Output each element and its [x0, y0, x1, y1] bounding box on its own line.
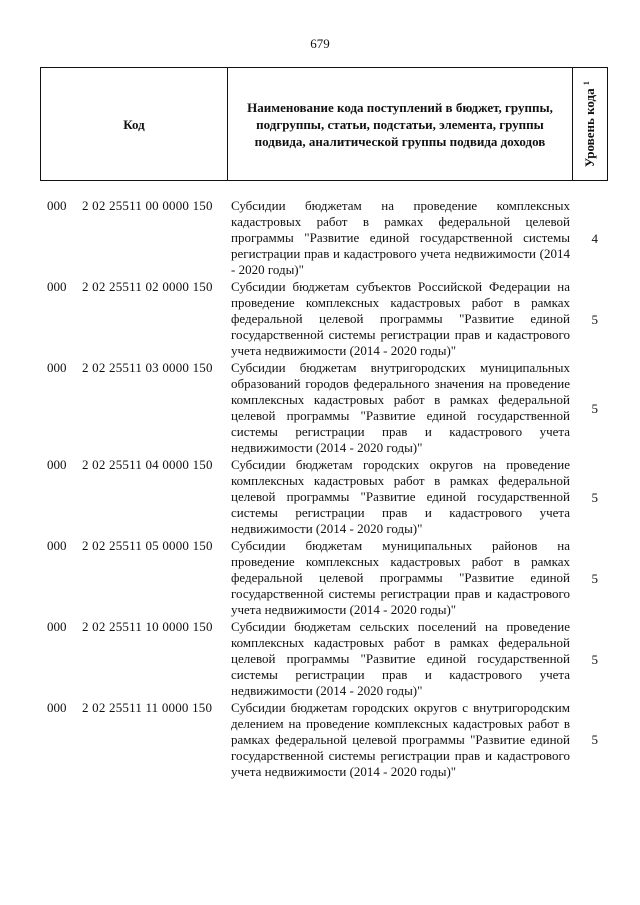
admin-code: 000: [47, 360, 67, 375]
income-description: Субсидии бюджетам субъектов Российской Федерации на проведение комплексных кадастровых работ в рамках федеральной целевой программы "Развитие единой государственной системы регистрации прав и кадастрового учета недвижимости (2014 - 2020 годы)": [231, 279, 570, 358]
header-code-label: Код: [123, 116, 145, 132]
code-level: 5: [591, 570, 598, 586]
code-level: 5: [591, 651, 598, 667]
income-code: 2 02 25511 03 0000 150: [82, 360, 213, 375]
table-header: [40, 67, 608, 181]
income-code: 2 02 25511 02 0000 150: [82, 279, 213, 294]
header-name-cell: [228, 68, 573, 180]
income-code: 2 02 25511 10 0000 150: [82, 619, 213, 634]
table-row: [40, 538, 610, 619]
code-level: 5: [591, 732, 598, 747]
table-body: [40, 198, 610, 780]
income-description: Субсидии бюджетам внутригородских муниципальных образований городов федерального значения на проведение комплексных кадастровых работ в рамках федеральной целевой программы "Развитие единой государственной системы регистрации прав и кадастрового учета недвижимости (2014 - 2020 годы)": [231, 360, 570, 455]
income-description: Субсидии бюджетам на проведение комплексных кадастровых работ в рамках федеральной целевой программы "Развитие единой государственной системы регистрации прав и кадастрового учета недвижимости (2014 - 2020 годы)": [231, 198, 570, 277]
table-row: [40, 360, 610, 457]
table-row: [40, 198, 610, 279]
admin-code: 000: [47, 619, 67, 634]
code-level: 4: [591, 230, 598, 246]
page-number: 679: [310, 36, 330, 51]
admin-code: 000: [47, 198, 67, 213]
income-description: Субсидии бюджетам сельских поселений на проведение комплексных кадастровых работ в рамках федеральной целевой программы "Развитие единой государственной системы регистрации прав и кадастрового учета недвижимости (2014 - 2020 годы)": [231, 619, 570, 698]
header-level-label: Уровень кода $^1$: [581, 80, 598, 168]
header-code-cell: [41, 68, 228, 180]
table-row: [40, 619, 610, 700]
income-description: Субсидии бюджетам муниципальных районов на проведение комплексных кадастровых работ в рамках федеральной целевой программы "Развитие единой государственной системы регистрации прав и кадастрового учета недвижимости (2014 - 2020 годы)": [231, 538, 570, 617]
header-level-cell: [573, 68, 607, 180]
admin-code: 000: [47, 457, 67, 472]
income-code: 2 02 25511 05 0000 150: [82, 538, 213, 553]
header-name-label: Наименование кода поступлений в бюджет, группы, подгруппы, статьи, подстатьи, элемента, группы подвида, аналитической группы подвида доходов: [247, 99, 553, 149]
income-code: 2 02 25511 04 0000 150: [82, 457, 213, 472]
code-level: 5: [591, 489, 598, 505]
code-level: 5: [591, 400, 598, 416]
income-description: Субсидии бюджетам городских округов на проведение комплексных кадастровых работ в рамках федеральной целевой программы "Развитие единой государственной системы регистрации прав и кадастрового учета недвижимости (2014 - 2020 годы)": [231, 457, 570, 536]
table-row: [40, 457, 610, 538]
code-level: 5: [591, 311, 598, 327]
admin-code: 000: [47, 279, 67, 294]
admin-code: 000: [47, 700, 67, 715]
table-row: [40, 279, 610, 360]
income-description: Субсидии бюджетам городских округов с внутригородским делением на проведение комплексных кадастровых работ в рамках федеральной целевой программы "Развитие единой государственной системы регистрации прав и кадастрового учета недвижимости (2014 - 2020 годы)": [231, 700, 570, 779]
admin-code: 000: [47, 538, 67, 553]
table-row: [40, 700, 610, 780]
header-level-footnote: 1: [581, 80, 591, 85]
income-code: 2 02 25511 11 0000 150: [82, 700, 213, 715]
income-code: 2 02 25511 00 0000 150: [82, 198, 213, 213]
